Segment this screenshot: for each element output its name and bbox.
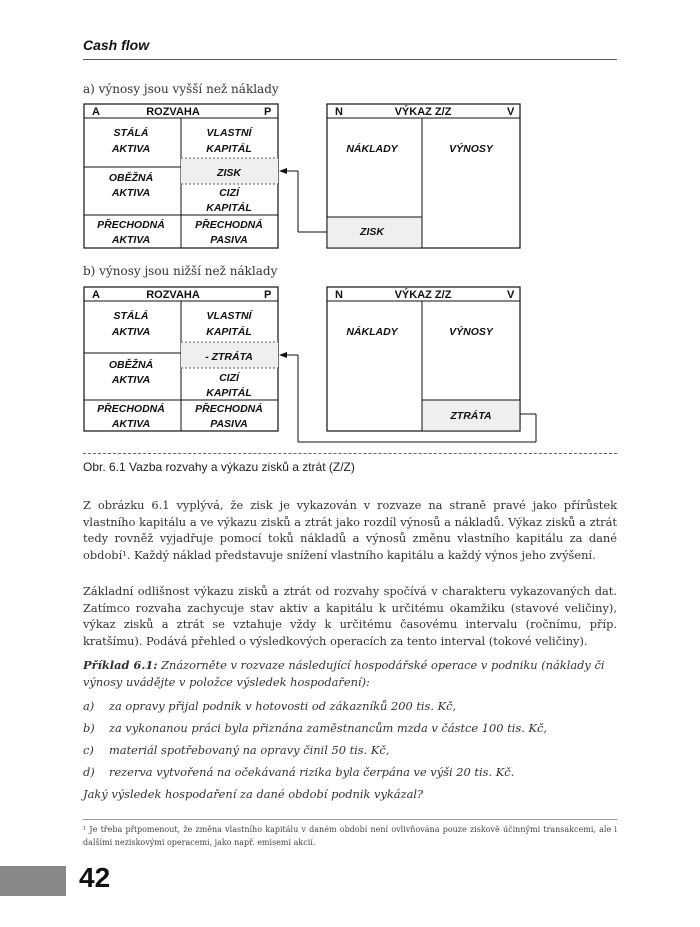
figure-rule [83, 453, 617, 454]
example-heading [83, 657, 617, 690]
list-item-text: materiál spotřebovaný na opravy činil 50 tis. Kč, [109, 743, 390, 757]
list-item-letter: c) [83, 743, 94, 757]
balance-b-right: P [264, 289, 272, 301]
accrued-liab-b-2: PASIVA [210, 418, 248, 430]
list-item-letter: b) [83, 721, 95, 735]
list-item-text: za vykonanou práci byla přiznána zaměstnancům mzda v částce 100 tis. Kč, [109, 721, 547, 735]
figure-diagram [0, 0, 700, 460]
current-assets-b-2: AKTIVA [111, 374, 151, 386]
profit-income-a: ZISK [360, 226, 384, 238]
current-assets-a-1: OBĚŽNÁ [108, 172, 154, 184]
example-label: Příklad 6.1: [83, 658, 158, 672]
fixed-assets-a-1: STÁLÁ [113, 127, 149, 139]
accrued-liab-a-1: PŘECHODNÁ [195, 219, 263, 231]
connector-a [280, 171, 327, 232]
diagram-b-label: b) výnosy jsou nižší než náklady [83, 264, 278, 278]
income-b-left: N [335, 289, 343, 301]
list-item-text: rezerva vytvořená na očekávaná rizika byla čerpána ve výši 20 tis. Kč. [109, 765, 515, 779]
accrued-liab-a-2: PASIVA [210, 234, 248, 246]
costs-a: NÁKLADY [346, 143, 398, 155]
accrued-assets-b-2: AKTIVA [111, 418, 151, 430]
page-tab [0, 866, 66, 896]
income-statement-a [327, 104, 520, 248]
loss-balance-b: - ZTRÁTA [205, 351, 253, 363]
paragraph-1: Z obrázku 6.1 vyplývá, že zisk je vykazován v rozvaze na straně pravé jako přírůstek vlastního kapitálu a ve výkazu zisků a ztrát jako rozdíl výnosů a nákladů. Výkaz zisků a ztrát tedy rovněž vyjadřuje pomocí toků nákladů a výnosů změnu vlastního kapitálu za dané období¹. Každý náklad představuje snížení vlastního kapitálu a každý výnos jeho zvýšení. [83, 498, 617, 562]
revenues-a: VÝNOSY [449, 143, 493, 155]
debt-b-1: CIZÍ [219, 372, 239, 384]
accrued-assets-b-1: PŘECHODNÁ [97, 403, 165, 415]
page-number: 42 [79, 862, 111, 893]
profit-balance-a: ZISK [217, 167, 241, 179]
accrued-liab-b-1: PŘECHODNÁ [195, 403, 263, 415]
fixed-assets-b-2: AKTIVA [111, 326, 151, 338]
footnote: ¹ Je třeba připomenout, že změna vlastního kapitálu v daném období není ovlivňována pouze ziskově účinnými transakcemi, ale i dalšími neziskovými operacemi, jako např. emisemi akcií. [83, 825, 617, 847]
loss-income-b: ZTRÁTA [450, 410, 492, 422]
income-a-left: N [335, 106, 343, 118]
income-statement-b [327, 287, 520, 431]
balance-sheet-a [84, 104, 278, 248]
equity-b-1: VLASTNÍ [206, 310, 252, 322]
costs-b: NÁKLADY [346, 326, 398, 338]
debt-a-2: KAPITÁL [206, 202, 252, 214]
example-question: Jaký výsledek hospodaření za dané období podnik vykázal? [83, 787, 424, 801]
accrued-assets-a-1: PŘECHODNÁ [97, 219, 165, 231]
list-item [83, 742, 617, 758]
current-assets-a-2: AKTIVA [111, 187, 151, 199]
income-a-right: V [507, 106, 515, 118]
balance-a-title: ROZVAHA [146, 106, 200, 118]
figure-caption: Obr. 6.1 Vazba rozvahy a výkazu zisků a ztrát (Z/Z) [83, 460, 355, 474]
balance-b-left: A [92, 289, 100, 301]
list-item-letter: a) [83, 699, 95, 713]
diagram-a-label: a) výnosy jsou vyšší než náklady [83, 82, 279, 96]
paragraph-2: Základní odlišnost výkazu zisků a ztrát od rozvahy spočívá v charakteru vykazovaných dat. Zatímco rozvaha zachycuje stav aktiv a kapitálu k určitému okamžiku (stavové veličiny), výkaz zisků a ztrát se vztahuje vždy k určitému časovému intervalu (ročnímu, příp. kratšímu). Podává přehled o výsledkových operacích za tento interval (tokové veličiny). [83, 584, 617, 648]
balance-sheet-b [84, 287, 278, 431]
income-b-right: V [507, 289, 515, 301]
running-header: Cash flow [83, 37, 150, 53]
current-assets-b-1: OBĚŽNÁ [108, 359, 154, 371]
equity-a-2: KAPITÁL [206, 143, 252, 155]
revenues-b: VÝNOSY [449, 326, 493, 338]
debt-b-2: KAPITÁL [206, 387, 252, 399]
balance-a-left: A [92, 106, 100, 118]
accrued-assets-a-2: AKTIVA [111, 234, 151, 246]
equity-b-2: KAPITÁL [206, 326, 252, 338]
debt-a-1: CIZÍ [219, 187, 239, 199]
footnote-rule [83, 819, 617, 820]
balance-b-title: ROZVAHA [146, 289, 200, 301]
list-item [83, 698, 617, 714]
example-intro: Znázorněte v rozvaze následující hospodářské operace v podniku (náklady či výnosy uvádějte v položce výsledek hospodaření): [83, 658, 605, 689]
list-item-letter: d) [83, 765, 95, 779]
balance-a-right: P [264, 106, 272, 118]
fixed-assets-a-2: AKTIVA [111, 143, 151, 155]
list-item-text: za opravy přijal podnik v hotovosti od zákazníků 200 tis. Kč, [109, 699, 457, 713]
equity-a-1: VLASTNÍ [206, 127, 252, 139]
list-item [83, 720, 617, 736]
fixed-assets-b-1: STÁLÁ [113, 310, 149, 322]
income-a-title: VÝKAZ Z/Z [394, 106, 452, 118]
list-item [83, 764, 617, 780]
income-b-title: VÝKAZ Z/Z [394, 289, 452, 301]
